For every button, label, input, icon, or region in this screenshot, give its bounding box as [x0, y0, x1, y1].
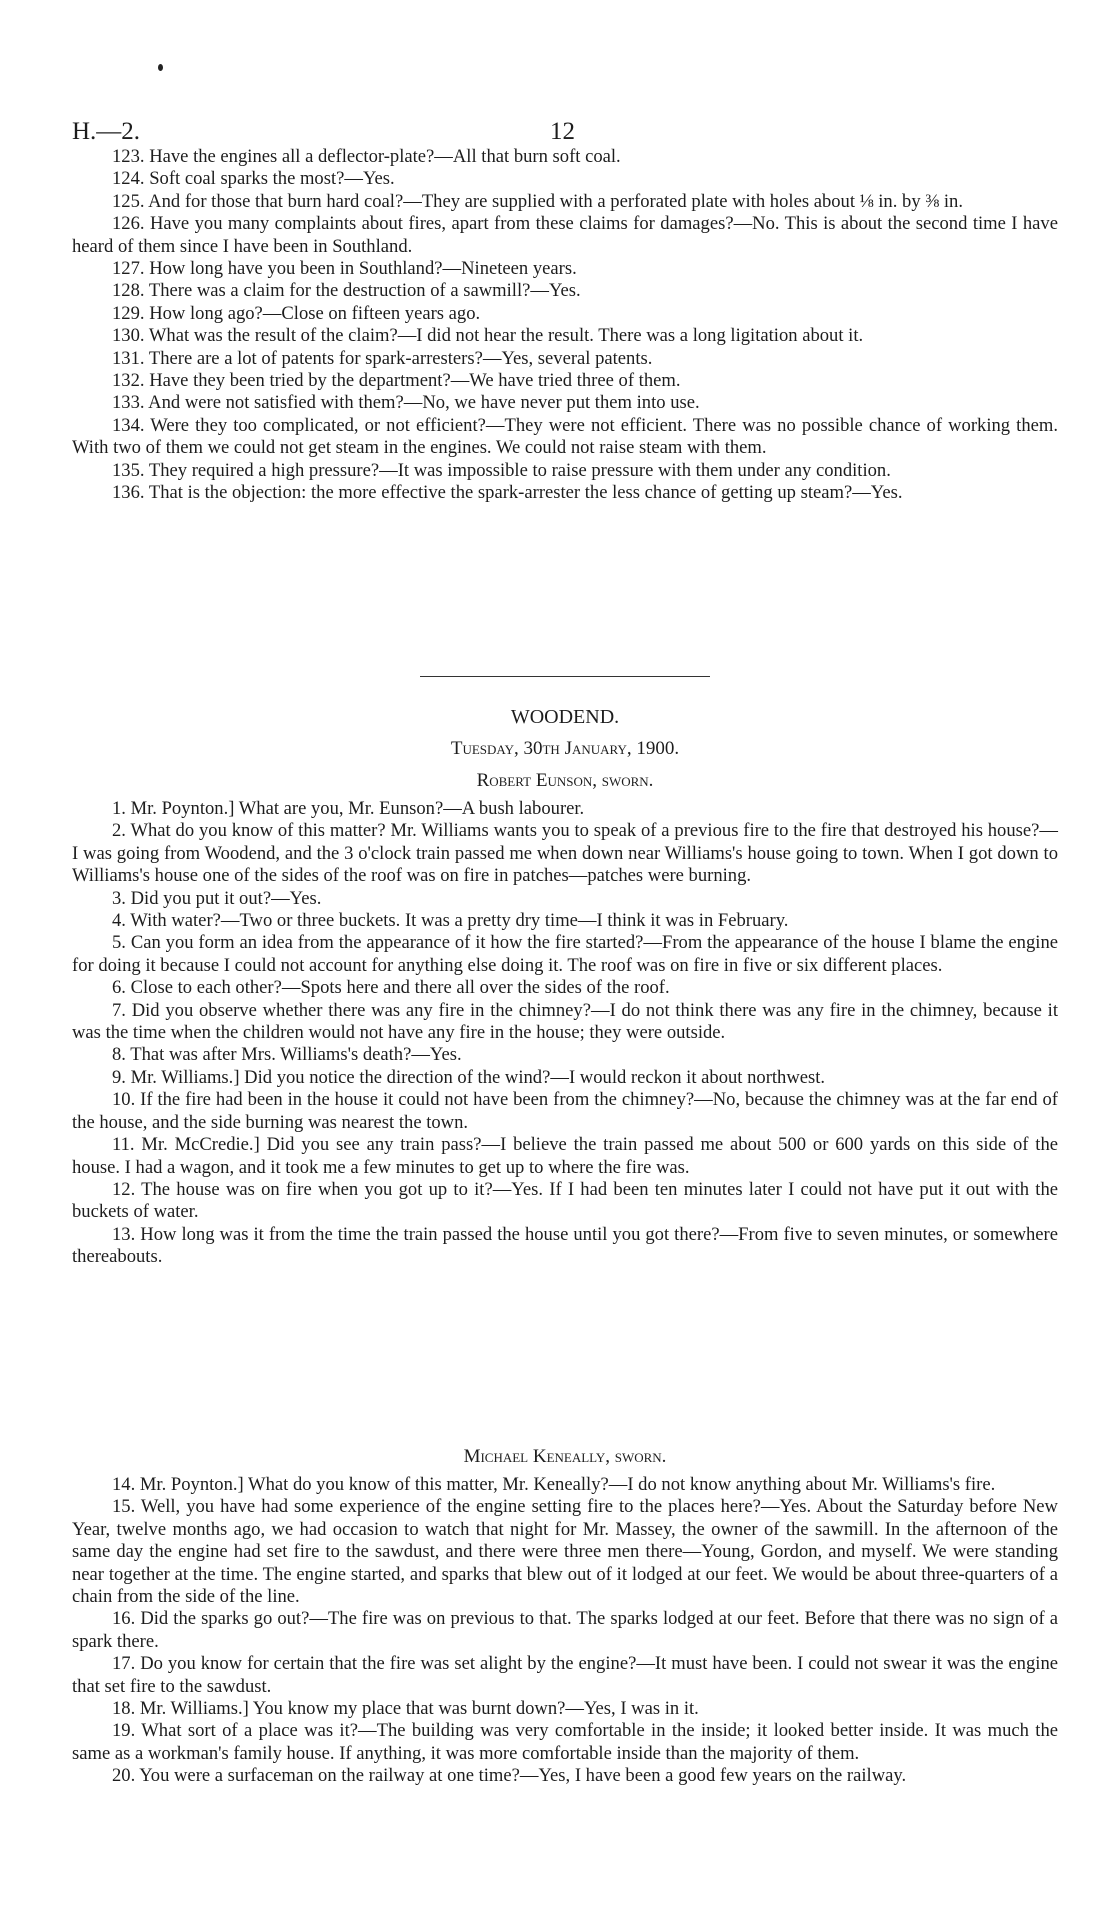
question-10: 10. If the fire had been in the house it could not have been from the chimney?—No, because the chimney was at the far end of the house, and the side burning was nearest the town. [72, 1089, 1058, 1133]
ink-speck [158, 64, 163, 71]
question-125: 125. And for those that burn hard coal?—They are supplied with a perforated plate with holes about ⅛ in. by ⅜ in. [112, 190, 963, 212]
parliamentary-paper-reference: H.—2. [72, 118, 141, 145]
question-12: 12. The house was on fire when you got up to it?—Yes. If I had been ten minutes later I could not have put it out with the buckets of water. [72, 1178, 1058, 1223]
question-2: 2. What do you know of this matter? Mr. Williams wants you to speak of a previous fire to the fire that destroyed his house?—I was going from Woodend, and the 3 o'clock train passed me when down near Williams's house going to town. When I got down to Williams's house one of the sides of the roof was on fire in patches—patches were burning. [72, 820, 1058, 887]
question-126: 126. Have you many complaints about fires, apart from these claims for damages?—No. This is about the second time I have heard of them since I have been in Southland. [72, 213, 1058, 257]
question-18: 18. Mr. Williams.] You know my place that was burnt down?—Yes, I was in it. [112, 1698, 699, 1720]
question-7: 7. Did you observe whether there was any fire in the chimney?—I do not think there was any fire in the chimney, because it was the time when the children would not have any fire in the house; they were outside. [72, 999, 1058, 1044]
question-6: 6. Close to each other?—Spots here and there all over the sides of the roof. [112, 977, 670, 999]
evidence-continued [72, 146, 1058, 505]
question-4: 4. With water?—Two or three buckets. It was a pretty dry time—I think it was in February. [112, 910, 789, 932]
question-3: 3. Did you put it out?—Yes. [112, 887, 322, 909]
question-14: 14. Mr. Poynton.] What do you know of this matter, Mr. Keneally?—I do not know anything about Mr. Williams's fire. [112, 1474, 996, 1495]
question-128: 128. There was a claim for the destruction of a sawmill?—Yes. [112, 280, 581, 302]
question-136: 136. That is the objection: the more effective the spark-arrester the less chance of getting up steam?—Yes. [112, 482, 903, 504]
witness-heading-eunson: Robert Eunson, sworn. [476, 770, 654, 791]
question-135: 135. They required a high pressure?—It was impossible to raise pressure with them under any condition. [112, 459, 891, 481]
page-number: 12 [550, 118, 575, 145]
question-19: 19. What sort of a place was it?—The building was very comfortable in the inside; it looked better inside. It was much the same as a workman's family house. If anything, it was more comfortable inside than the majority of them. [72, 1720, 1058, 1764]
witness-heading-keneally: Michael Keneally, sworn. [463, 1446, 667, 1467]
date-heading: Tuesday, 30th January, 1900. [450, 738, 680, 759]
place-heading: WOODEND. [510, 706, 620, 728]
section-divider [420, 676, 710, 677]
question-133: 133. And were not satisfied with them?—No, we have never put them into use. [112, 392, 700, 414]
question-129: 129. How long ago?—Close on fifteen years ago. [112, 302, 481, 324]
question-130: 130. What was the result of the claim?—I did not hear the result. There was a long ligitation about it. [112, 325, 864, 347]
question-16: 16. Did the sparks go out?—The fire was on previous to that. The sparks lodged at our feet. Before that there was no sign of a spark there. [72, 1608, 1058, 1652]
question-127: 127. How long have you been in Southland?—Nineteen years. [112, 258, 577, 280]
question-9: 9. Mr. Williams.] Did you notice the direction of the wind?—I would reckon it about northwest. [112, 1066, 826, 1088]
question-13: 13. How long was it from the time the train passed the house until you got there?—From five to seven minutes, or somewhere thereabouts. [72, 1223, 1058, 1268]
question-131: 131. There are a lot of patents for spark-arresters?—Yes, several patents. [112, 347, 653, 369]
question-123: 123. Have the engines all a deflector-plate?—All that burn soft coal. [112, 146, 621, 167]
question-132: 132. Have they been tried by the department?—We have tried three of them. [112, 370, 681, 392]
question-5: 5. Can you form an idea from the appearance of it how the fire started?—From the appearance of the house I blame the engine for doing it because I could not account for anything else doing it. The roof was on fire in five or six different places. [72, 932, 1058, 976]
question-20: 20. You were a surfaceman on the railway at one time?—Yes, I have been a good few years on the railway. [112, 1765, 907, 1787]
question-17: 17. Do you know for certain that the fire was set alight by the engine?—It must have been. I could not swear it was the engine that set fire to the sawdust. [72, 1653, 1058, 1697]
document-page [72, 0, 1058, 1924]
question-124: 124. Soft coal sparks the most?—Yes. [112, 168, 395, 190]
evidence-eunson [72, 798, 1058, 1269]
question-11: 11. Mr. McCredie.] Did you see any train pass?—I believe the train passed me about 500 or 600 yards on this side of the house. I had a wagon, and it took me a few minutes to get up to where the fire was. [72, 1134, 1058, 1178]
question-8: 8. That was after Mrs. Williams's death?—Yes. [112, 1044, 462, 1066]
question-1: 1. Mr. Poynton.] What are you, Mr. Eunson?—A bush labourer. [112, 798, 585, 819]
evidence-keneally [72, 1474, 1058, 1788]
question-15: 15. Well, you have had some experience of the engine setting fire to the places here?—Yes. About the Saturday before New Year, twelve months ago, we had occasion to watch that night for Mr. Massey, the owner of the sawmill. In the afternoon of the same day the engine had set fire to the sawdust, and there were three men there—Young, Gordon, and myself. We were standing near together at the time. The engine started, and sparks that blew out of it lodged at our feet. We would be about three-quarters of a chain from the side of the line. [72, 1496, 1058, 1608]
question-134: 134. Were they too complicated, or not efficient?—They were not efficient. There was no possible chance of working them. With two of them we could not get steam in the engines. We could not raise steam with them. [72, 414, 1058, 459]
